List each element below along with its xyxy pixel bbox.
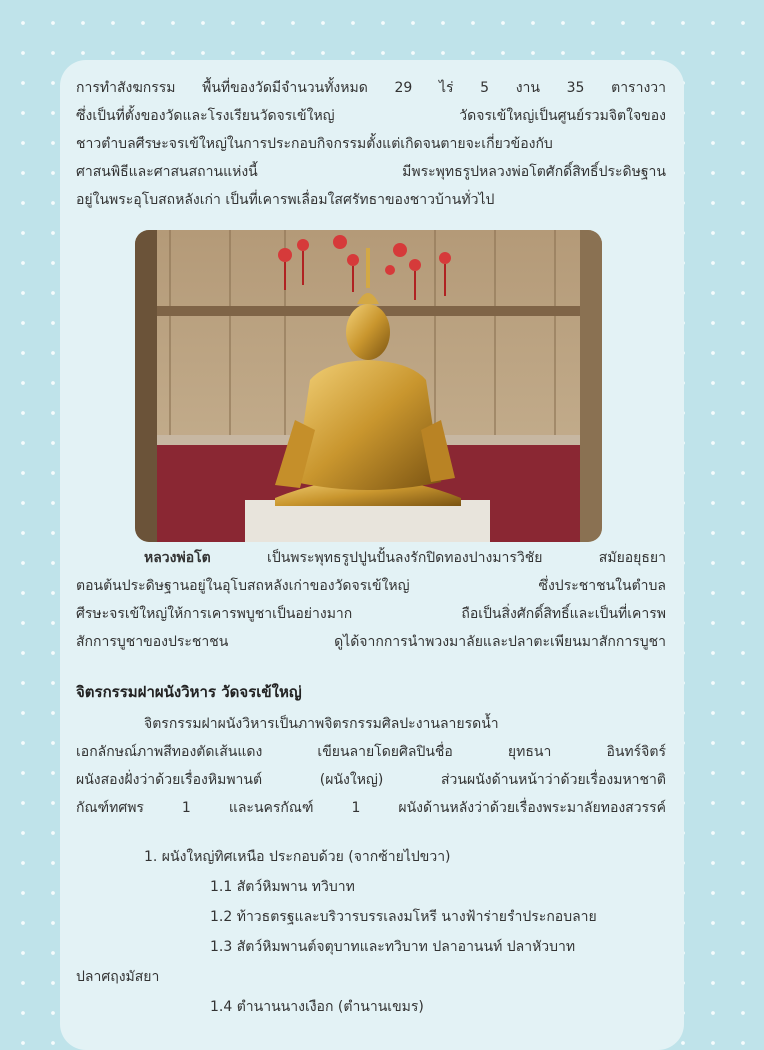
statue-name: หลวงพ่อโต	[144, 550, 211, 566]
list-item: 1.2 ท้าวธตรฐและบริวารบรรเลงมโหรี นางฟ้าร่ายรำประกอบลาย	[210, 909, 597, 925]
intro-paragraph	[76, 74, 666, 214]
mural-list	[76, 842, 666, 1022]
list-item: 1. ผนังใหญ่ทิศเหนือ ประกอบด้วย (จากซ้ายไปขวา)	[144, 849, 451, 865]
text-line	[76, 544, 666, 572]
list-item: 1.4 ตำนานนางเงือก (ตำนานเขมร)	[210, 999, 424, 1015]
text-line: การทำสังฆกรรม พื้นที่ของวัดมีจำนวนทั้งหมด 29 ไร่ 5 งาน 35 ตารางวา	[76, 80, 666, 96]
buddha-statue-photo	[135, 230, 602, 542]
text-span: เป็นพระพุทธรูปปูนปั้นลงรักปิดทองปางมารวิชัย สมัยอยุธยา	[210, 550, 666, 566]
text-line: สักการบูชาของประชาชน ดูได้จากการนำพวงมาลัยและปลาตะเพียนมาสักการบูชา	[76, 634, 666, 650]
text-line: ศีรษะจรเข้ใหญ่ให้การเคารพบูชาเป็นอย่างมาก ถือเป็นสิ่งศักดิ์สิทธิ์และเป็นที่เคารพ	[76, 606, 666, 622]
text-line: ศาสนพิธีและศาสนสถานแห่งนี้ มีพระพุทธรูปหลวงพ่อโตศักดิ์สิทธิ์ประดิษฐาน	[76, 164, 666, 180]
text-line: จิตรกรรมฝาผนังวิหารเป็นภาพจิตรกรรมศิลปะงานลายรดน้ำ	[144, 716, 499, 732]
section-heading: จิตรกรรมฝาผนังวิหาร วัดจรเข้ใหญ่	[76, 683, 302, 701]
text-line: อยู่ในพระอุโบสถหลังเก่า เป็นที่เคารพเลื่อมใสศรัทธาของชาวบ้านทั่วไป	[76, 192, 495, 208]
text-line: เอกลักษณ์ภาพสีทองตัดเส้นแดง เขียนลายโดยศิลปินชื่อ ยุทธนา อินทร์จิตร์	[76, 744, 666, 760]
mural-paragraph	[76, 710, 666, 822]
list-item: ปลาศฤงมัสยา	[76, 969, 160, 985]
text-line: ซึ่งเป็นที่ตั้งของวัดและโรงเรียนวัดจรเข้ใหญ่ วัดจรเข้ใหญ่เป็นศูนย์รวมจิตใจของ	[76, 108, 666, 124]
list-item: 1.1 สัตว์หิมพาน ทวิบาท	[210, 879, 355, 895]
text-line: ตอนต้นประดิษฐานอยู่ในอุโบสถหลังเก่าของวัดจรเข้ใหญ่ ซึ่งประชาชนในตำบล	[76, 578, 666, 594]
text-line: กัณฑ์ทศพร 1 และนครกัณฑ์ 1 ผนังด้านหลังว่าด้วยเรื่องพระมาลัยทองสวรรค์	[76, 800, 666, 816]
text-line: ผนังสองฝั่งว่าด้วยเรื่องหิมพานต์ (ผนังใหญ่) ส่วนผนังด้านหน้าว่าด้วยเรื่องมหาชาติ	[76, 772, 666, 788]
list-item: 1.3 สัตว์หิมพานต์จตุบาทและทวิบาท ปลาอานนท์ ปลาหัวบาท	[210, 939, 576, 955]
text-line: ชาวตำบลศีรษะจรเข้ใหญ่ในการประกอบกิจกรรมตั้งแต่เกิดจนตายจะเกี่ยวข้องกับ	[76, 136, 553, 152]
statue-description-paragraph	[76, 544, 666, 656]
